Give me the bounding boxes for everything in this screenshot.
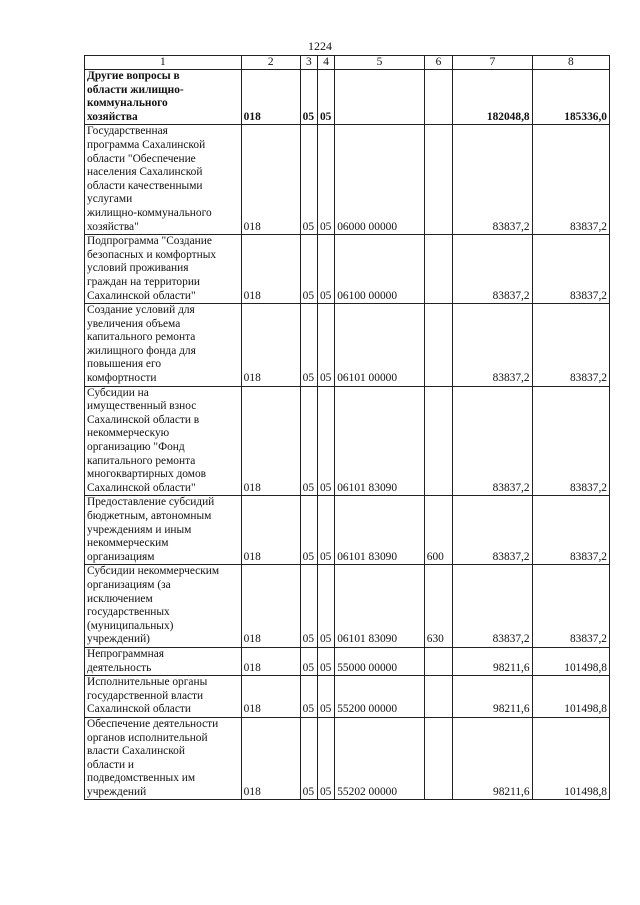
row-target-article: 06101 00000 bbox=[335, 304, 425, 387]
row-amount-1: 98211,6 bbox=[453, 717, 532, 800]
row-amount-2: 101498,8 bbox=[532, 647, 609, 675]
row-name: Субсидии на имущественный взнос Сахалинской области в некоммерческую организацию "Фонд капитального ремонта многоквартирных домов Сахалинской области" bbox=[85, 386, 242, 496]
row-amount-2: 101498,8 bbox=[532, 676, 609, 718]
table-row bbox=[85, 676, 610, 718]
row-amount-2: 83837,2 bbox=[532, 565, 609, 648]
row-ministry-code: 018 bbox=[241, 386, 300, 496]
row-amount-1: 83837,2 bbox=[453, 496, 532, 565]
row-ministry-code: 018 bbox=[241, 647, 300, 675]
row-section: 05 bbox=[300, 386, 317, 496]
row-name: Подпрограмма "Создание безопасных и комфортных условий проживания граждан на территории Сахалинской области" bbox=[85, 235, 242, 304]
row-expense-type: 630 bbox=[424, 565, 452, 648]
row-amount-2: 185336,0 bbox=[532, 70, 609, 125]
row-amount-1: 83837,2 bbox=[453, 304, 532, 387]
row-expense-type: 600 bbox=[424, 496, 452, 565]
column-header-3: 3 bbox=[300, 56, 317, 70]
row-name: Другие вопросы в области жилищно- коммунального хозяйства bbox=[85, 70, 242, 125]
page-number: 1224 bbox=[308, 39, 332, 53]
row-expense-type bbox=[424, 386, 452, 496]
row-subsection: 05 bbox=[317, 70, 334, 125]
row-expense-type bbox=[424, 304, 452, 387]
row-amount-2: 83837,2 bbox=[532, 304, 609, 387]
row-subsection: 05 bbox=[317, 676, 334, 718]
row-amount-2: 101498,8 bbox=[532, 717, 609, 800]
row-amount-1: 182048,8 bbox=[453, 70, 532, 125]
table-header-row bbox=[85, 56, 610, 70]
column-header-1: 1 bbox=[85, 56, 242, 70]
row-subsection: 05 bbox=[317, 235, 334, 304]
column-header-5: 5 bbox=[335, 56, 425, 70]
row-name: Создание условий для увеличения объема капитального ремонта жилищного фонда для повышения его комфортности bbox=[85, 304, 242, 387]
row-ministry-code: 018 bbox=[241, 496, 300, 565]
column-header-6: 6 bbox=[424, 56, 452, 70]
row-section: 05 bbox=[300, 70, 317, 125]
column-header-4: 4 bbox=[317, 56, 334, 70]
row-ministry-code: 018 bbox=[241, 235, 300, 304]
row-section: 05 bbox=[300, 676, 317, 718]
row-section: 05 bbox=[300, 647, 317, 675]
table-row bbox=[85, 565, 610, 648]
budget-table bbox=[84, 55, 610, 800]
column-header-2: 2 bbox=[241, 56, 300, 70]
table-row bbox=[85, 235, 610, 304]
row-ministry-code: 018 bbox=[241, 70, 300, 125]
row-target-article: 55200 00000 bbox=[335, 676, 425, 718]
row-ministry-code: 018 bbox=[241, 565, 300, 648]
table-row bbox=[85, 496, 610, 565]
row-amount-1: 98211,6 bbox=[453, 647, 532, 675]
table-row bbox=[85, 304, 610, 387]
row-expense-type bbox=[424, 125, 452, 235]
row-subsection: 05 bbox=[317, 647, 334, 675]
row-section: 05 bbox=[300, 304, 317, 387]
row-target-article: 06101 83090 bbox=[335, 386, 425, 496]
row-section: 05 bbox=[300, 717, 317, 800]
row-section: 05 bbox=[300, 565, 317, 648]
table-row bbox=[85, 125, 610, 235]
row-expense-type bbox=[424, 717, 452, 800]
table-row bbox=[85, 386, 610, 496]
row-ministry-code: 018 bbox=[241, 125, 300, 235]
row-subsection: 05 bbox=[317, 496, 334, 565]
row-amount-1: 98211,6 bbox=[453, 676, 532, 718]
row-ministry-code: 018 bbox=[241, 304, 300, 387]
row-expense-type bbox=[424, 235, 452, 304]
row-ministry-code: 018 bbox=[241, 717, 300, 800]
row-target-article: 55000 00000 bbox=[335, 647, 425, 675]
row-subsection: 05 bbox=[317, 304, 334, 387]
row-target-article: 06101 83090 bbox=[335, 496, 425, 565]
row-amount-1: 83837,2 bbox=[453, 125, 532, 235]
row-section: 05 bbox=[300, 125, 317, 235]
row-subsection: 05 bbox=[317, 386, 334, 496]
row-amount-1: 83837,2 bbox=[453, 565, 532, 648]
row-target-article: 06101 83090 bbox=[335, 565, 425, 648]
table-row bbox=[85, 70, 610, 125]
row-name: Государственная программа Сахалинской области "Обеспечение населения Сахалинской области качественными услугами жилищно-коммунального хозяйства" bbox=[85, 125, 242, 235]
row-name: Субсидии некоммерческим организациям (за исключением государственных (муниципальных) учреждений) bbox=[85, 565, 242, 648]
row-name: Непрограммная деятельность bbox=[85, 647, 242, 675]
row-amount-2: 83837,2 bbox=[532, 235, 609, 304]
table-row bbox=[85, 647, 610, 675]
row-amount-1: 83837,2 bbox=[453, 386, 532, 496]
row-expense-type bbox=[424, 647, 452, 675]
row-name: Обеспечение деятельности органов исполнительной власти Сахалинской области и подведомственных им учреждений bbox=[85, 717, 242, 800]
row-expense-type bbox=[424, 70, 452, 125]
row-ministry-code: 018 bbox=[241, 676, 300, 718]
row-section: 05 bbox=[300, 496, 317, 565]
row-subsection: 05 bbox=[317, 125, 334, 235]
row-name: Предоставление субсидий бюджетным, автономным учреждениям и иным некоммерческим организациям bbox=[85, 496, 242, 565]
column-header-8: 8 bbox=[532, 56, 609, 70]
row-target-article: 06000 00000 bbox=[335, 125, 425, 235]
row-expense-type bbox=[424, 676, 452, 718]
row-amount-2: 83837,2 bbox=[532, 496, 609, 565]
row-target-article: 55202 00000 bbox=[335, 717, 425, 800]
column-header-7: 7 bbox=[453, 56, 532, 70]
row-section: 05 bbox=[300, 235, 317, 304]
row-subsection: 05 bbox=[317, 565, 334, 648]
row-target-article bbox=[335, 70, 425, 125]
row-amount-1: 83837,2 bbox=[453, 235, 532, 304]
table-row bbox=[85, 717, 610, 800]
row-name: Исполнительные органы государственной власти Сахалинской области bbox=[85, 676, 242, 718]
row-amount-2: 83837,2 bbox=[532, 386, 609, 496]
row-amount-2: 83837,2 bbox=[532, 125, 609, 235]
row-target-article: 06100 00000 bbox=[335, 235, 425, 304]
row-subsection: 05 bbox=[317, 717, 334, 800]
